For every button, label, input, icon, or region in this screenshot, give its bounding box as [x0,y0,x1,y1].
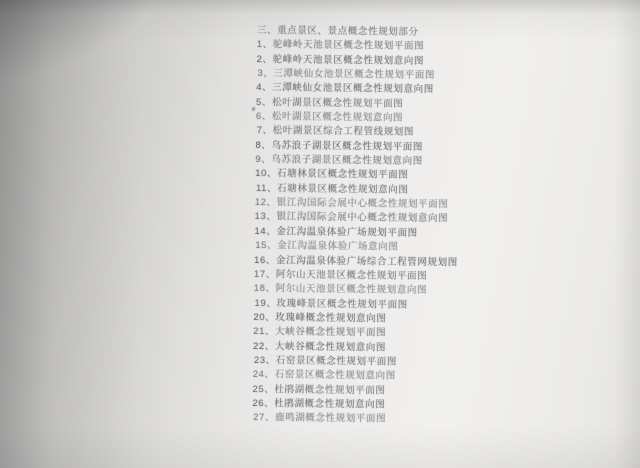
list-item: 18、阿尔山天池景区概念性规划意向图 [253,283,428,297]
list-item: 1、驼峰岭天池景区概念性规划平面图 [256,39,425,53]
list-item: 3、三潭峡仙女池景区概念性规划平面图 [257,68,436,82]
list-item: 2、驼峰岭天池景区概念性规划意向图 [256,53,425,67]
list-item: 14、金江沟温泉体验广场规划平面图 [254,225,418,239]
list-item: 12、银江沟国际会展中心概念性规划平面图 [254,197,449,211]
list-item: 7、松叶湖景区综合工程管线规划图 [256,125,415,139]
list-item: 9、乌苏浪子湖景区概念性规划意向图 [255,154,423,168]
document-item-list [252,38,487,428]
list-item: 20、玫瑰峰概念性规划意向图 [253,311,387,325]
list-item: 6、松叶湖景区概念性规划意向图 [255,111,404,124]
list-item: 27、鹿鸣湖概念性规划平面图 [253,412,387,425]
document-text-block [252,24,487,428]
list-item: 8、乌苏浪子湖景区概念性规划平面图 [255,139,424,153]
list-item: 4、三潭峡仙女池景区概念性规划意向图 [256,82,434,96]
list-item: 5、松叶湖景区概念性规划平面图 [255,96,404,110]
list-item: 15、金江沟温泉体验广场意向图 [255,240,399,253]
list-item: 19、玫瑰峰景区概念性规划平面图 [254,297,408,311]
list-item: 23、石窑景区概念性规划平面图 [253,354,398,368]
list-item: 11、石塘林景区概念性规划意向图 [255,182,409,196]
list-item: 21、大峡谷概念性规划平面图 [253,326,387,339]
list-item: 16、金江沟温泉体验广场综合工程管网规划图 [254,254,458,268]
list-item: 25、杜鹃湖概念性规划平面图 [252,383,386,397]
list-item: 26、杜鹃湖概念性规划意向图 [252,397,386,411]
list-item: 10、石塘林景区概念性规划平面图 [255,168,409,182]
list-item: 17、阿尔山天池景区概念性规划平面图 [253,268,428,282]
list-item: 13、银江沟国际会展中心概念性规划意向图 [254,211,449,225]
document-heading: 三、重点景区、景点概念性规划部分 [256,24,419,38]
list-item: 22、大峡谷概念性规划意向图 [252,340,387,354]
list-item: 24、石窑景区概念性规划意向图 [252,369,396,382]
